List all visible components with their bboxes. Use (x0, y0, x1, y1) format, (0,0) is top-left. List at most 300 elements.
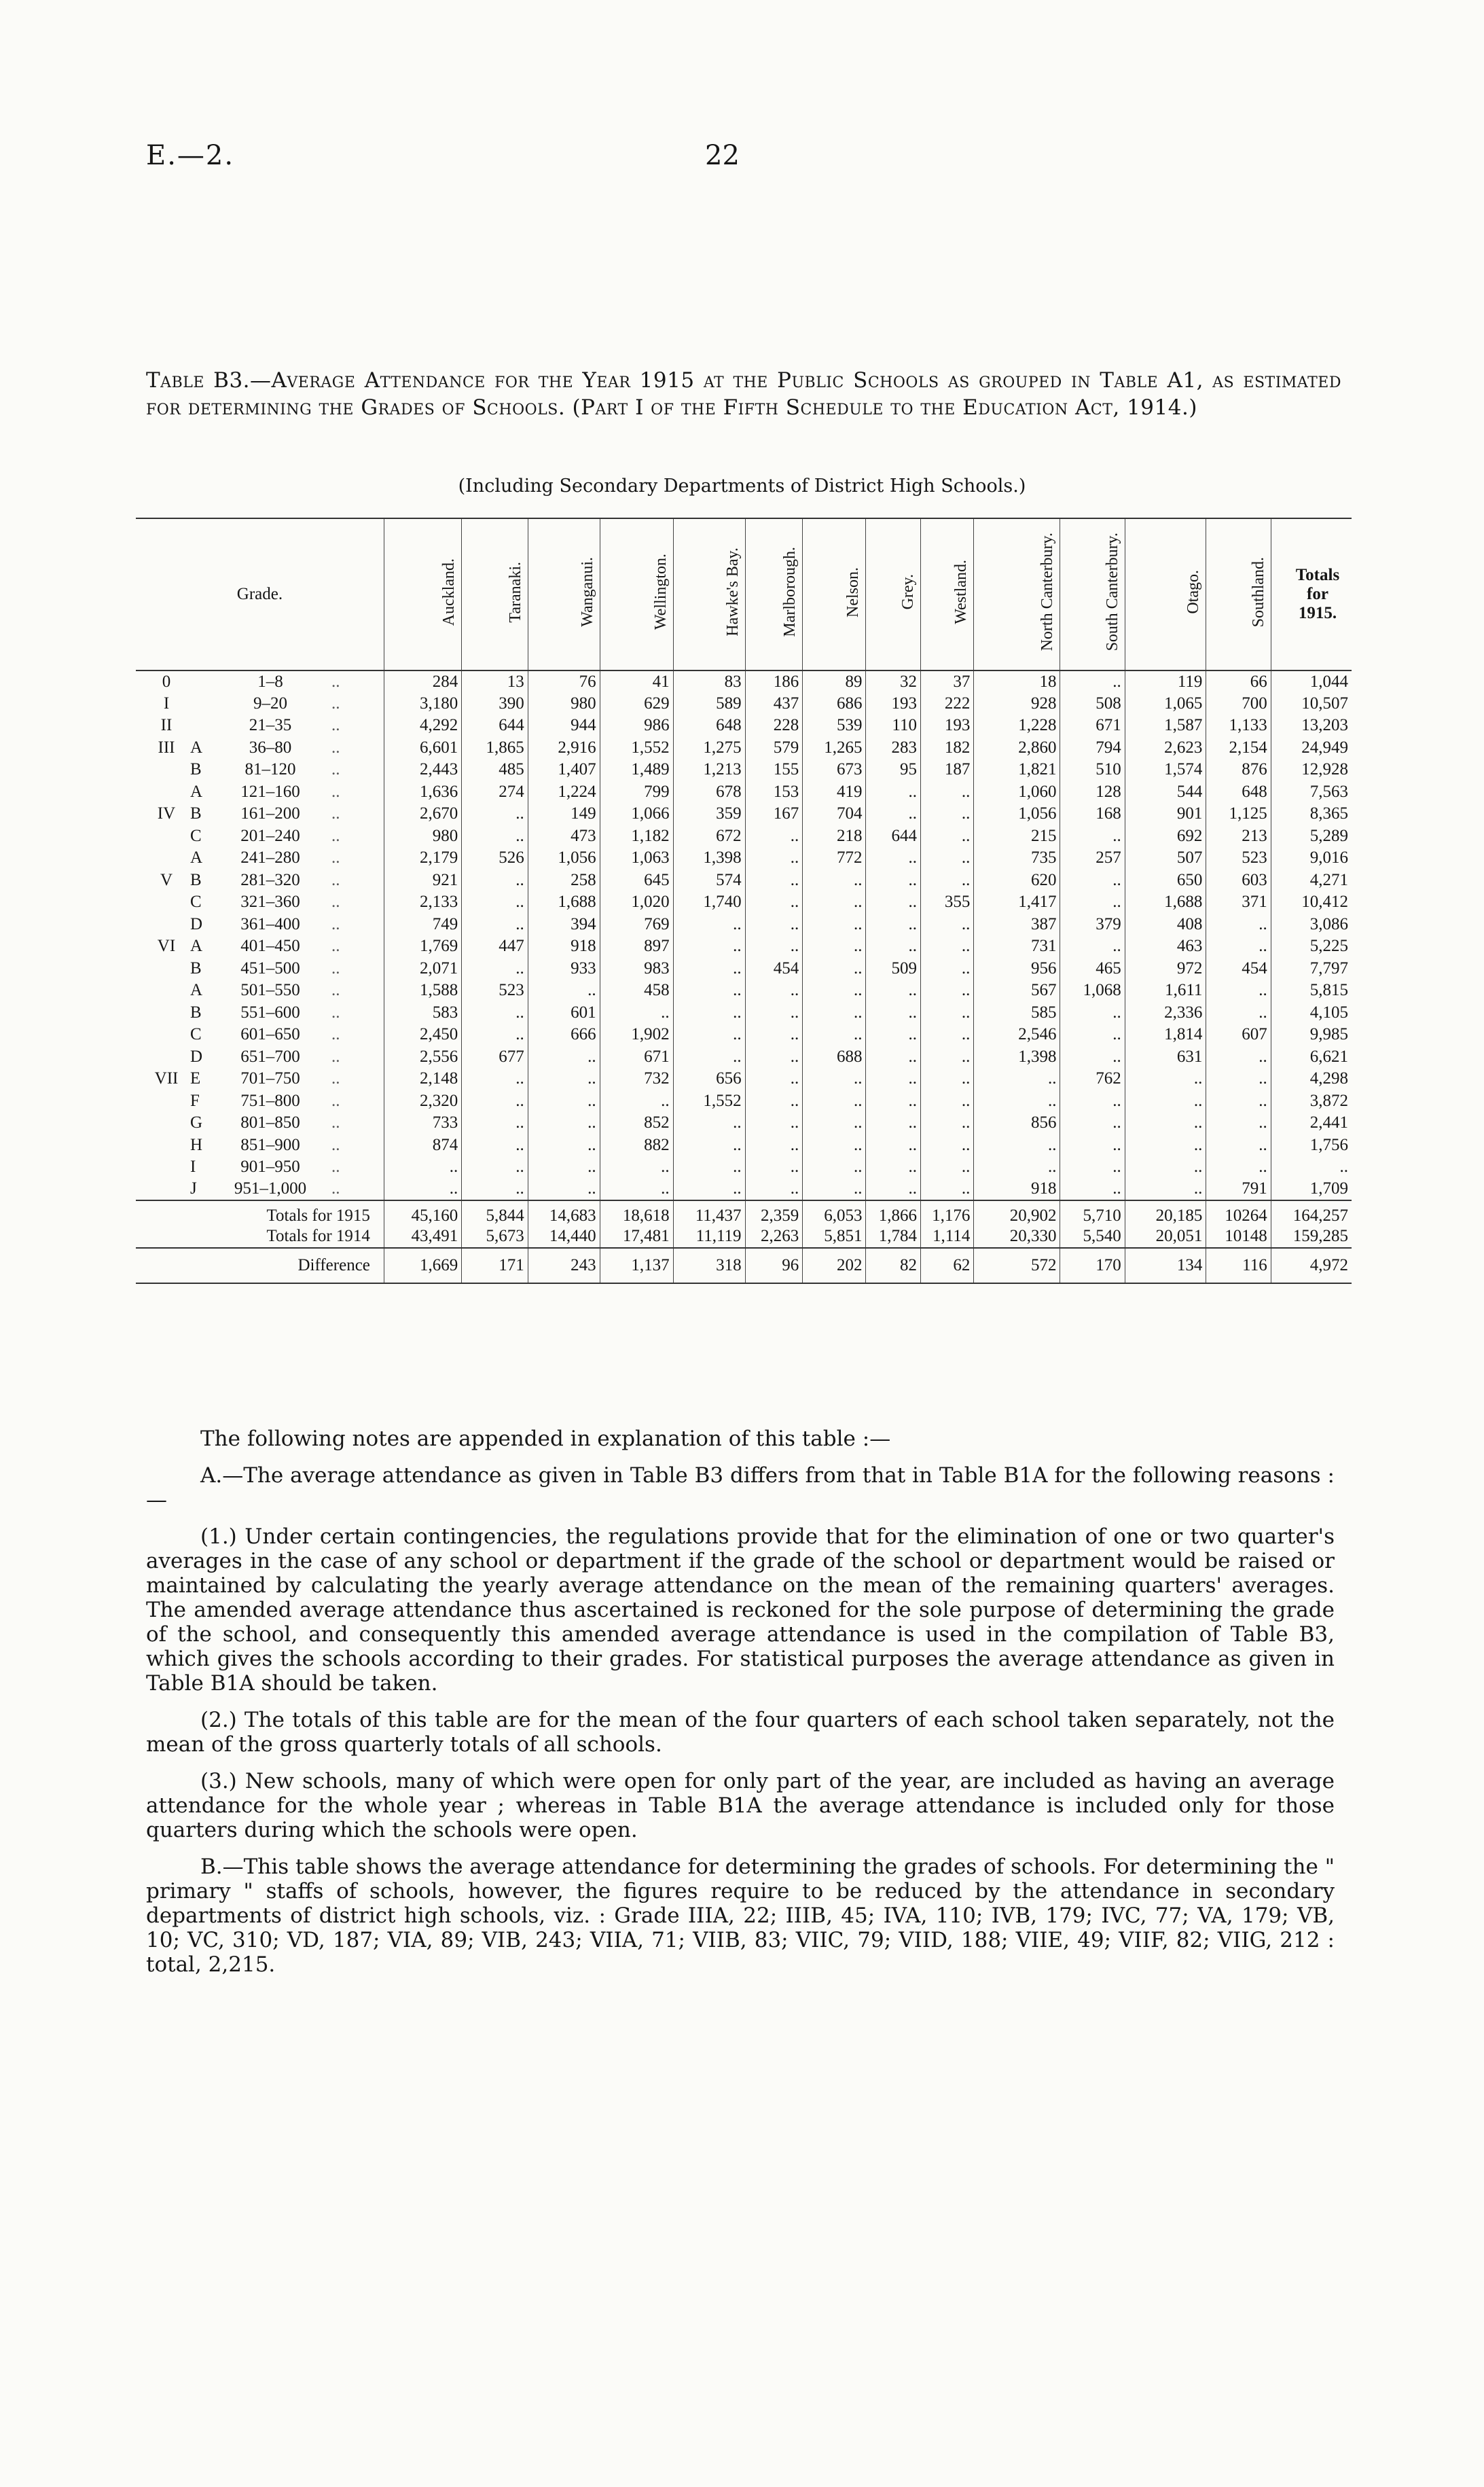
value-cell: 918 (974, 1179, 1060, 1201)
value-cell: 631 (1125, 1046, 1206, 1069)
page-number: 22 (705, 140, 740, 171)
value-cell: 6,621 (1271, 1046, 1352, 1069)
value-cell: 1,137 (600, 1248, 673, 1283)
value-cell: 119 (1125, 670, 1206, 693)
value-cell: .. (866, 914, 920, 936)
grade-range: 1–8 (257, 672, 283, 691)
grade-cell: V B 281–320 .. (136, 870, 384, 892)
grade-subdivision: A (190, 848, 203, 867)
document-reference: E.—2. (146, 140, 235, 171)
table-header-row (136, 518, 1352, 670)
value-cell: 454 (745, 958, 803, 980)
value-cell: 2,546 (974, 1024, 1060, 1046)
value-cell: 359 (673, 803, 745, 825)
grade-code: V (160, 870, 173, 889)
table-row (136, 958, 1352, 980)
grade-subdivision: E (190, 1069, 201, 1088)
value-cell: .. (920, 1046, 973, 1069)
value-cell: .. (745, 870, 803, 892)
value-cell: 972 (1125, 958, 1206, 980)
value-cell: .. (528, 1068, 600, 1090)
value-cell: 574 (673, 870, 745, 892)
grade-cell: B 451–500 .. (190, 959, 340, 978)
value-cell: 1,769 (384, 935, 461, 958)
grade-cell: III A 36–80 .. (136, 737, 384, 759)
value-cell: .. (866, 1134, 920, 1157)
value-cell: 5,844 (462, 1200, 528, 1225)
grade-range: 401–450 (240, 937, 300, 956)
value-cell: 523 (462, 980, 528, 1002)
value-cell: .. (866, 1156, 920, 1179)
value-cell: .. (803, 1112, 866, 1134)
grade-subdivision: D (190, 914, 203, 933)
value-cell: 1,489 (600, 759, 673, 781)
value-cell: .. (384, 1156, 461, 1179)
value-cell: 458 (600, 980, 673, 1002)
value-cell: 274 (462, 781, 528, 804)
value-cell: 13,203 (1271, 715, 1352, 737)
value-cell: 956 (974, 958, 1060, 980)
value-cell: 454 (1206, 958, 1271, 980)
value-cell: 10,412 (1271, 891, 1352, 914)
column-header (673, 518, 745, 670)
grade-range: 901–950 (240, 1158, 300, 1177)
value-cell: .. (1206, 1046, 1271, 1069)
value-cell: 5,851 (803, 1225, 866, 1248)
value-cell: 318 (673, 1248, 745, 1283)
value-cell: 1,060 (974, 781, 1060, 804)
grade-cell: B 551–600 .. (190, 1003, 340, 1022)
attendance-table (136, 518, 1352, 1284)
value-cell: .. (745, 1134, 803, 1157)
value-cell: 447 (462, 935, 528, 958)
value-cell: 672 (673, 825, 745, 848)
value-cell: .. (745, 1002, 803, 1024)
note-3: (3.) New schools, many of which were open for only part of the year, are included as having an average attendance for the whole year ; whereas in Table B1A the average attendance is included only for those quarters during which the schools were open. (146, 1769, 1335, 1842)
value-cell: .. (745, 1156, 803, 1179)
value-cell: .. (1125, 1134, 1206, 1157)
table-row (136, 847, 1352, 870)
value-cell: 510 (1060, 759, 1125, 781)
grade-range: 451–500 (240, 959, 300, 978)
value-cell: 5,815 (1271, 980, 1352, 1002)
value-cell: 394 (528, 914, 600, 936)
table-row (136, 715, 1352, 737)
value-cell: .. (745, 847, 803, 870)
value-cell: 1,056 (974, 803, 1060, 825)
column-header (920, 518, 973, 670)
grade-subdivision: A (190, 937, 203, 956)
grade-subdivision: A (190, 981, 203, 1000)
value-cell: 10,507 (1271, 693, 1352, 715)
note-1: (1.) Under certain contingencies, the regulations provide that for the elimination of one or two quarter's averages in the case of any school or department if the grade of the school or department would be raised or maintained by calculating the yearly average attendance on the mean of the remaining quarters' averages. The amended average attendance thus ascertained is reckoned for the sole purpose of determining the grade of the school, and consequently this amended average attendance is used in the compilation of Table B3, which gives the schools according to their grades. For statistical purposes the average attendance as given in Table B1A should be taken. (146, 1524, 1335, 1696)
value-cell: 187 (920, 759, 973, 781)
value-cell: 4,105 (1271, 1002, 1352, 1024)
value-cell: .. (528, 1134, 600, 1157)
grade-cell: G 801–850 .. (190, 1113, 340, 1132)
grade-range: 241–280 (240, 848, 300, 867)
value-cell: .. (1060, 891, 1125, 914)
grade-range: 281–320 (240, 870, 300, 889)
column-header-label: Taranaki. (506, 561, 524, 623)
grade-subdivision: B (190, 959, 202, 978)
table-row (136, 1002, 1352, 1024)
grade-cell: H 851–900 .. (190, 1135, 340, 1154)
value-cell: .. (866, 781, 920, 804)
value-cell: 2,670 (384, 803, 461, 825)
value-cell: 1,066 (600, 803, 673, 825)
value-cell: 2,154 (1206, 737, 1271, 759)
table-row (136, 693, 1352, 715)
value-cell: 2,179 (384, 847, 461, 870)
value-cell: 9,016 (1271, 847, 1352, 870)
grade-cell: C 201–240 .. (190, 826, 340, 845)
value-cell: 355 (920, 891, 973, 914)
value-cell: .. (1206, 1134, 1271, 1157)
value-cell: .. (673, 1024, 745, 1046)
value-cell: .. (803, 1156, 866, 1179)
value-cell: .. (600, 1002, 673, 1024)
table-row (136, 670, 1352, 693)
column-header (528, 518, 600, 670)
value-cell: .. (1206, 1090, 1271, 1113)
value-cell: .. (528, 1112, 600, 1134)
value-cell: 671 (1060, 715, 1125, 737)
value-cell: 589 (673, 693, 745, 715)
value-cell: 193 (866, 693, 920, 715)
table-subtitle: (Including Secondary Departments of District High Schools.) (458, 476, 1026, 497)
value-cell: 921 (384, 870, 461, 892)
difference-row-label: Difference (136, 1248, 384, 1283)
column-header-label: Westland. (952, 560, 971, 624)
value-cell: 8,365 (1271, 803, 1352, 825)
table-row (136, 870, 1352, 892)
grade-cell: J 951–1,000 .. (190, 1179, 340, 1198)
value-cell: .. (745, 1024, 803, 1046)
grade-subdivision: C (190, 1025, 202, 1044)
value-cell: 20,902 (974, 1200, 1060, 1225)
value-cell: .. (1060, 825, 1125, 848)
value-cell: .. (866, 1090, 920, 1113)
grade-range: 951–1,000 (234, 1179, 307, 1198)
value-cell: .. (462, 1179, 528, 1201)
grade-range: 9–20 (253, 694, 287, 713)
value-cell: .. (1206, 1112, 1271, 1134)
value-cell: .. (745, 1068, 803, 1090)
value-cell: .. (1206, 980, 1271, 1002)
note-2: (2.) The totals of this table are for the mean of the four quarters of each school taken separately, not the mean of the gross quarterly totals of all schools. (146, 1708, 1335, 1757)
grade-subdivision: C (190, 826, 202, 845)
value-cell: 222 (920, 693, 973, 715)
value-cell: .. (673, 980, 745, 1002)
value-cell: .. (920, 980, 973, 1002)
grade-range: 701–750 (240, 1069, 300, 1088)
value-cell: 1,417 (974, 891, 1060, 914)
value-cell: 677 (462, 1046, 528, 1069)
value-cell: 2,148 (384, 1068, 461, 1090)
value-cell: .. (462, 1068, 528, 1090)
value-cell: 678 (673, 781, 745, 804)
value-cell: 37 (920, 670, 973, 693)
value-cell: 1,176 (920, 1200, 973, 1225)
grade-subdivision: D (190, 1047, 203, 1066)
value-cell: .. (1060, 870, 1125, 892)
value-cell: 650 (1125, 870, 1206, 892)
value-cell: 799 (600, 781, 673, 804)
value-cell: .. (745, 1112, 803, 1134)
value-cell: 2,320 (384, 1090, 461, 1113)
value-cell: 2,443 (384, 759, 461, 781)
table-row (136, 980, 1352, 1002)
note-a: A.—The average attendance as given in Table B3 differs from that in Table B1A for the following reasons :— (146, 1463, 1335, 1512)
grade-cell: C 321–360 .. (190, 893, 340, 912)
grade-range: 551–600 (240, 1003, 300, 1022)
value-cell: .. (1060, 670, 1125, 693)
value-cell: .. (462, 891, 528, 914)
value-cell: .. (803, 1068, 866, 1090)
grade-cell: I 9–20 .. (136, 693, 384, 715)
value-cell: 473 (528, 825, 600, 848)
value-cell: 648 (673, 715, 745, 737)
value-cell: .. (462, 803, 528, 825)
value-cell: 419 (803, 781, 866, 804)
value-cell: 1,065 (1125, 693, 1206, 715)
value-cell: 509 (866, 958, 920, 980)
value-cell: .. (920, 847, 973, 870)
grade-subdivision: B (190, 804, 202, 823)
value-cell: 2,860 (974, 737, 1060, 759)
value-cell: 485 (462, 759, 528, 781)
grade-subdivision: B (190, 760, 202, 779)
grade-cell: D 651–700 .. (190, 1047, 340, 1066)
grade-code: II (160, 716, 173, 735)
value-cell: 579 (745, 737, 803, 759)
value-cell: .. (462, 870, 528, 892)
value-cell: 2,071 (384, 958, 461, 980)
value-cell: 5,225 (1271, 935, 1352, 958)
value-cell: 794 (1060, 737, 1125, 759)
value-cell: 704 (803, 803, 866, 825)
value-cell: .. (920, 935, 973, 958)
grade-range: 601–650 (240, 1025, 300, 1044)
value-cell: .. (920, 1090, 973, 1113)
value-cell: 1,574 (1125, 759, 1206, 781)
value-cell: 153 (745, 781, 803, 804)
totals-1914-row (136, 1225, 1352, 1248)
table-row (136, 781, 1352, 804)
grade-cell: 0 1–8 .. (136, 670, 384, 693)
table-row (136, 1068, 1352, 1090)
value-cell: 1,784 (866, 1225, 920, 1248)
value-cell: .. (866, 980, 920, 1002)
value-cell: 731 (974, 935, 1060, 958)
value-cell: .. (920, 870, 973, 892)
column-header (1060, 518, 1125, 670)
value-cell: .. (462, 825, 528, 848)
value-cell: 1,213 (673, 759, 745, 781)
table-row (136, 759, 1352, 781)
value-cell: .. (974, 1068, 1060, 1090)
value-cell: .. (920, 1002, 973, 1024)
value-cell: .. (673, 914, 745, 936)
grade-code: I (163, 694, 170, 713)
value-cell: .. (462, 1134, 528, 1157)
value-cell: 18 (974, 670, 1060, 693)
grade-cell: IV B 161–200 .. (136, 803, 384, 825)
value-cell: .. (528, 980, 600, 1002)
value-cell: 523 (1206, 847, 1271, 870)
column-header (384, 518, 461, 670)
grade-cell: C 601–650 .. (190, 1025, 340, 1044)
table-row (136, 1179, 1352, 1201)
value-cell: 1,552 (673, 1090, 745, 1113)
value-cell: 5,673 (462, 1225, 528, 1248)
value-cell: 644 (462, 715, 528, 737)
value-cell: 673 (803, 759, 866, 781)
value-cell: .. (1060, 1002, 1125, 1024)
grade-subdivision: C (190, 893, 202, 912)
grade-header: Grade. (236, 585, 283, 603)
value-cell: 182 (920, 737, 973, 759)
grade-subdivision: H (190, 1135, 203, 1154)
value-cell: .. (673, 1179, 745, 1201)
value-cell: 43,491 (384, 1225, 461, 1248)
value-cell: 41 (600, 670, 673, 693)
value-cell: .. (803, 1024, 866, 1046)
table-row (136, 1046, 1352, 1069)
totals-1915-row (136, 1200, 1352, 1225)
value-cell: .. (462, 1024, 528, 1046)
value-cell: .. (673, 1156, 745, 1179)
table-row (136, 1024, 1352, 1046)
value-cell: 465 (1060, 958, 1125, 980)
value-cell: 980 (528, 693, 600, 715)
value-cell: 686 (803, 693, 866, 715)
value-cell: 283 (866, 737, 920, 759)
grade-subdivision: F (190, 1091, 200, 1110)
value-cell: .. (600, 1179, 673, 1201)
grade-subdivision: A (190, 782, 203, 801)
value-cell: .. (1206, 1156, 1271, 1179)
value-cell: 164,257 (1271, 1200, 1352, 1225)
grade-range: 751–800 (240, 1091, 300, 1110)
value-cell: 171 (462, 1248, 528, 1283)
value-cell: 66 (1206, 670, 1271, 693)
value-cell: .. (866, 1112, 920, 1134)
value-cell: 2,623 (1125, 737, 1206, 759)
value-cell: .. (1060, 1024, 1125, 1046)
value-cell: .. (1060, 1179, 1125, 1201)
value-cell: 7,563 (1271, 781, 1352, 804)
value-cell: .. (528, 1090, 600, 1113)
value-cell: 2,556 (384, 1046, 461, 1069)
notes-section (146, 1427, 1335, 1989)
value-cell: 944 (528, 715, 600, 737)
value-cell: 7,797 (1271, 958, 1352, 980)
value-cell: .. (745, 1179, 803, 1201)
column-header-label: Hawke's Bay. (723, 548, 742, 637)
value-cell: 2,916 (528, 737, 600, 759)
value-cell: .. (866, 847, 920, 870)
value-cell: 601 (528, 1002, 600, 1024)
value-cell: .. (920, 1112, 973, 1134)
column-header-label: South Canterbury. (1103, 533, 1121, 651)
grade-subdivision: G (190, 1113, 203, 1132)
value-cell: .. (462, 958, 528, 980)
value-cell: 168 (1060, 803, 1125, 825)
value-cell: .. (528, 1046, 600, 1069)
grade-range: 121–160 (240, 782, 300, 801)
value-cell: 980 (384, 825, 461, 848)
value-cell: 2,450 (384, 1024, 461, 1046)
grade-cell: II 21–35 .. (136, 715, 384, 737)
value-cell: 11,119 (673, 1225, 745, 1248)
value-cell: .. (920, 1179, 973, 1201)
value-cell: 167 (745, 803, 803, 825)
table-row (136, 935, 1352, 958)
value-cell: 852 (600, 1112, 673, 1134)
value-cell: 5,540 (1060, 1225, 1125, 1248)
value-cell: 32 (866, 670, 920, 693)
value-cell: 83 (673, 670, 745, 693)
value-cell: .. (745, 891, 803, 914)
value-cell: 1,398 (974, 1046, 1060, 1069)
value-cell: .. (974, 1090, 1060, 1113)
value-cell: 1,114 (920, 1225, 973, 1248)
value-cell: 567 (974, 980, 1060, 1002)
value-cell: 629 (600, 693, 673, 715)
grade-cell: F 751–800 .. (190, 1091, 340, 1110)
value-cell: 1,688 (528, 891, 600, 914)
note-b: B.—This table shows the average attendance for determining the grades of schools. For determining the " primary " staffs of schools, however, the figures require to be reduced by the attendance in secondary departments of district high schools, viz. : Grade IIIA, 22; IIIB, 45; IVA, 110; IVB, 179; IVC, 77; VA, 179; VB, 10; VC, 310; VD, 187; VIA, 89; VIB, 243; VIIA, 71; VIIB, 83; VIIC, 79; VIID, 188; VIIE, 49; VIIF, 82; VIIG, 212 : total, 2,215. (146, 1855, 1335, 1977)
value-cell: 11,437 (673, 1200, 745, 1225)
value-cell: .. (673, 1134, 745, 1157)
value-cell: .. (673, 1046, 745, 1069)
totals-1915-row-label: Totals for 1915 (136, 1200, 384, 1225)
value-cell: 170 (1060, 1248, 1125, 1283)
value-cell: 901 (1125, 803, 1206, 825)
value-cell: .. (745, 1090, 803, 1113)
value-cell: 1,398 (673, 847, 745, 870)
value-cell: 134 (1125, 1248, 1206, 1283)
value-cell: .. (920, 781, 973, 804)
value-cell: 1,709 (1271, 1179, 1352, 1201)
value-cell: .. (803, 1134, 866, 1157)
column-header-label: Otago. (1184, 570, 1203, 614)
value-cell: 243 (528, 1248, 600, 1283)
value-cell: 983 (600, 958, 673, 980)
grade-subdivision: A (190, 738, 203, 757)
value-cell: 735 (974, 847, 1060, 870)
value-cell: 284 (384, 670, 461, 693)
value-cell: 12,928 (1271, 759, 1352, 781)
grade-code: 0 (162, 672, 171, 691)
value-cell: .. (866, 1024, 920, 1046)
grade-range: 201–240 (240, 826, 300, 845)
value-cell: 258 (528, 870, 600, 892)
value-cell: 5,710 (1060, 1200, 1125, 1225)
value-cell: 390 (462, 693, 528, 715)
grade-range: 501–550 (240, 981, 300, 1000)
grade-code: III (158, 738, 175, 757)
column-header-label: North Canterbury. (1038, 533, 1057, 651)
grade-cell: A 121–160 .. (190, 782, 340, 801)
value-cell: 762 (1060, 1068, 1125, 1090)
column-header-label: Wellington. (651, 554, 670, 630)
value-cell: .. (866, 870, 920, 892)
value-cell: 1,228 (974, 715, 1060, 737)
grade-subdivision: B (190, 1003, 202, 1022)
